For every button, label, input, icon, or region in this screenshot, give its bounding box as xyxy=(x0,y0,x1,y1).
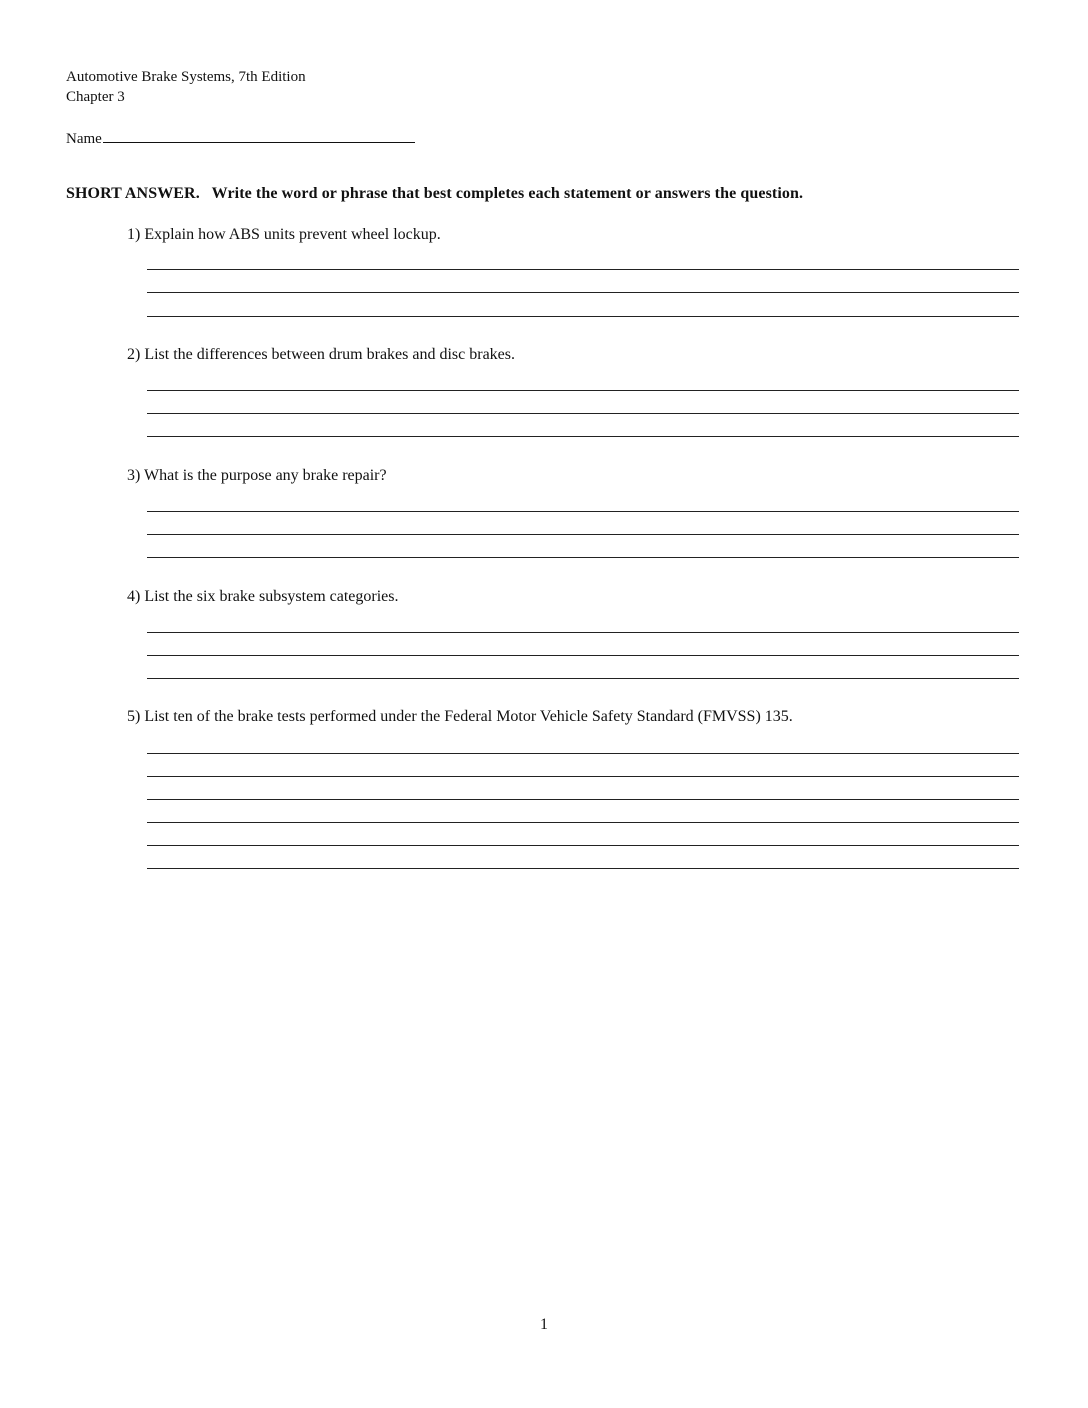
answer-line[interactable] xyxy=(147,316,1019,317)
question-text: 2) List the differences between drum brakes and disc brakes. xyxy=(127,346,516,363)
book-title: Automotive Brake Systems, 7th Edition xyxy=(66,69,306,85)
name-label: Name xyxy=(66,131,102,147)
question-text: 5) List ten of the brake tests performed under the Federal Motor Vehicle Safety Standard (FMVSS) 135. xyxy=(127,708,793,725)
instructions-lead: SHORT ANSWER. xyxy=(66,185,200,202)
answer-line[interactable] xyxy=(147,655,1019,656)
answer-line[interactable] xyxy=(147,799,1019,800)
instructions xyxy=(66,185,803,203)
question-text: 1) Explain how ABS units prevent wheel lockup. xyxy=(127,226,441,243)
question-text: 3) What is the purpose any brake repair? xyxy=(127,467,387,484)
answer-line[interactable] xyxy=(147,845,1019,846)
answer-line[interactable] xyxy=(147,436,1019,437)
answer-line[interactable] xyxy=(147,534,1019,535)
answer-line[interactable] xyxy=(147,822,1019,823)
answer-line[interactable] xyxy=(147,269,1019,270)
answer-line[interactable] xyxy=(147,511,1019,512)
name-row xyxy=(66,126,415,148)
answer-line[interactable] xyxy=(147,292,1019,293)
chapter-label: Chapter 3 xyxy=(66,89,125,105)
name-field[interactable] xyxy=(103,126,415,143)
answer-line[interactable] xyxy=(147,413,1019,414)
page-number: 1 xyxy=(540,1316,548,1333)
instructions-text: Write the word or phrase that best completes each statement or answers the question. xyxy=(211,185,804,202)
answer-line[interactable] xyxy=(147,678,1019,679)
answer-line[interactable] xyxy=(147,557,1019,558)
answer-line[interactable] xyxy=(147,632,1019,633)
answer-line[interactable] xyxy=(147,776,1019,777)
answer-line[interactable] xyxy=(147,868,1019,869)
answer-line[interactable] xyxy=(147,753,1019,754)
question-text: 4) List the six brake subsystem categories. xyxy=(127,588,399,605)
answer-line[interactable] xyxy=(147,390,1019,391)
